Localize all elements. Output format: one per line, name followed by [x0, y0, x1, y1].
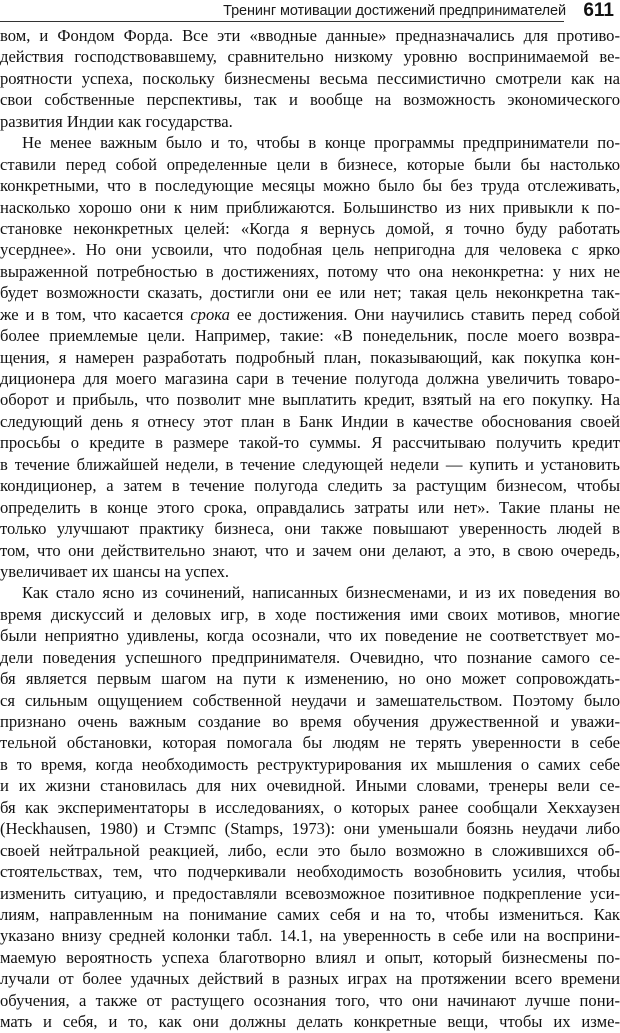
text-line: будет возможности сказать, достигли они ее или нет; такая цель неконкретна так- — [0, 283, 620, 303]
text-line: становке неконкретных целей: «Когда я вернусь домой, я точно буду работать — [0, 218, 620, 238]
text-line: изменить ситуацию, и предоставляли всевозможное позитивное подкрепление уси- — [0, 883, 620, 903]
text-line: маемую вероятность успеха благотворно влиял и опыт, который бизнесмены по- — [0, 947, 620, 967]
text-line: оборот и прибыль, что позволит мне выплатить кредит, взятый на его покупку. На — [0, 390, 620, 410]
text-line: (Heckhausen, 1980) и Стэмпс (Stamps, 1973): они уменьшали боязнь неудачи либо — [0, 819, 620, 839]
text-line: указано внизу средней колонки табл. 14.1, на уверенность в себе или на восприни- — [0, 926, 620, 946]
text-line: Как стало ясно из сочинений, написанных бизнесменами, и из их поведения во — [22, 583, 620, 603]
text-line: роятности успеха, поскольку бизнесмены весьма пессимистично смотрели как на — [0, 68, 620, 88]
text-line: следующий день я отнесу этот план в Банк Индии в качестве обоснования своей — [0, 411, 620, 431]
text-line: более приемлемые цели. Например, такие: «В понедельник, после моего возвра- — [0, 326, 620, 346]
text-line: в течение ближайшей недели, в течение следующей недели — купить и установить — [0, 454, 620, 474]
text-line: в то время, когда необходимость реструктурирования их мышления о самих себе — [0, 754, 620, 774]
running-header — [0, 0, 620, 22]
page-number: 611 — [583, 0, 614, 21]
text-line: развития Индии как государства. — [0, 111, 233, 131]
text-line: диционера для моего магазина сари в течение полугода должна увеличить товаро- — [0, 369, 620, 388]
text-line: обучения, а также от растущего осознания того, что они начинают лучше пони- — [0, 990, 620, 1010]
text-line: время дискуссий и деловых игр, в ходе постижения ими своих мотивов, многие — [0, 604, 620, 624]
text-line: кондиционер, а затем в течение полугода следить за растущим бизнесом, чтобы — [0, 476, 620, 496]
text-line: лучали от более удачных действий в разных играх на протяжении всего времени — [0, 969, 620, 989]
text-line: насколько хорошо они к ним приближаются. Большинство из них привыкли к по- — [0, 197, 620, 217]
text-line: дели поведения успешного предпринимателя. Очевидно, что познание самого се- — [0, 647, 620, 667]
emphasis: срока — [190, 304, 230, 324]
text-line: выраженной потребностью в достижениях, потому что она неконкретна: у них не — [0, 261, 620, 281]
text-line: своей нейтральной реакцией, либо, если это было возможно в сложившихся об- — [0, 840, 620, 860]
text-line: вом, и Фондом Форда. Все эти «вводные данные» предназначались для противо- — [0, 26, 620, 45]
text-line: щения, я намерен разработать подробный план, показывающий, как покупка кон- — [0, 347, 620, 367]
text-line: Не менее важным было и то, чтобы в конце программы предприниматели по- — [22, 133, 620, 153]
text-line: увеличивает их шансы на успех. — [0, 561, 230, 581]
text-line: просьбы о кредите в размере такой-то суммы. Я рассчитываю получить кредит — [0, 433, 620, 453]
text-line: конкретными, что в последующие месяцы можно было бы без труда отслеживать, — [0, 176, 620, 196]
text-line: и их жизни становилась для них очевидной. Иными словами, тренеры вели се- — [0, 776, 620, 796]
text-line: же и в том, что касается срока ее достижения. Они научились ставить перед собой — [0, 304, 620, 324]
text-line: действия господствовавшему, сравнительно низкому уровню воспринимаемой ве- — [0, 47, 620, 67]
text-line: усерднее». Но они усвоили, что подобная цель непригодна для человека с ярко — [0, 240, 620, 260]
text-line: ставили перед собой определенные цели в бизнесе, которые были бы настолько — [0, 154, 620, 174]
text-line: лиям, направленным на понимание самих себя и на то, чтобы измениться. Как — [0, 904, 620, 924]
text-line: бя является первым шагом на пути к изменению, но оно может сопровождать- — [0, 669, 620, 689]
header-rule — [0, 21, 564, 22]
text-line: ся сильным ощущением собственной неудачи и замешательством. Поэтому было — [0, 690, 620, 710]
text-line: были неприятно удивлены, когда осознали, что их поведение не соответствует мо- — [0, 626, 620, 646]
running-header-title: Тренинг мотивации достижений предпринимателей — [223, 3, 566, 19]
text-line: свои собственные перспективы, так и вообще на возможность экономического — [0, 90, 620, 110]
text-line: тельной обстановки, которая помогала бы людям не терять уверенности в себе — [0, 733, 620, 753]
text-line: признано очень важным создание во время обучения дружественной и уважи- — [0, 712, 620, 731]
text-line: бя как экспериментаторы в исследованиях, о которых ранее сообщали Хекхаузен — [0, 797, 620, 817]
text-line: только улучшают практику бизнеса, они также повышают уверенность людей в — [0, 519, 620, 539]
body-text — [0, 25, 620, 1033]
text-line: стоятельствах, тем, что подчеркивали необходимость возобновить усилия, чтобы — [0, 862, 620, 882]
text-line: мать и себя, и то, как они должны делать конкретные вещи, чтобы их изме- — [0, 1012, 620, 1032]
text-line: том, что они действительно знают, что и зачем они делают, а это, в свою очередь, — [0, 540, 620, 560]
text-line: определить в конце этого срока, оправдались затраты или нет». Такие планы не — [0, 497, 620, 517]
